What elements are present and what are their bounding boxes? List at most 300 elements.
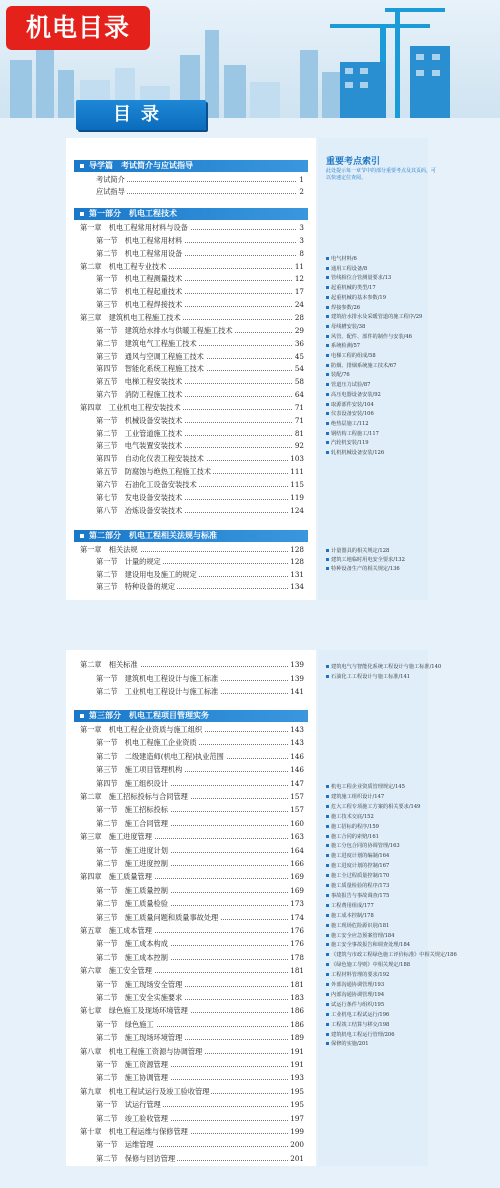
- toc-entry-title: 第二节 建筑电气工程施工技术: [96, 338, 197, 348]
- toc-entry-page: 157: [290, 792, 304, 801]
- toc-entry-title: 第三章 建筑机电工程施工技术: [80, 312, 181, 322]
- key-point-item: 建筑施工组织设计/147: [326, 794, 384, 801]
- toc-entry-title: 第二节 机电工程常用设备: [96, 248, 183, 258]
- toc-entry-page: 181: [290, 979, 304, 989]
- key-point-item: 建筑机电工程运行管理/206: [326, 1032, 395, 1039]
- toc-entry-title: 第二节 施工成本控制: [96, 952, 168, 962]
- toc-entry-title: 第一节 机电工程施工企业资质: [96, 738, 197, 748]
- key-point-item: 管道压力试验/87: [326, 382, 370, 389]
- key-point-item: 施工现场危险源识别/181: [326, 923, 389, 930]
- toc-entry-page: 173: [290, 899, 304, 909]
- key-point-item: 汽轮机安装/119: [326, 440, 369, 447]
- key-point-item: 保修的实施/201: [326, 1041, 369, 1048]
- toc-entry: [96, 818, 304, 829]
- bullet-icon: [326, 286, 329, 289]
- toc-entry-page: 71: [294, 402, 304, 412]
- toc-entry-page: 146: [290, 765, 304, 775]
- bullet-icon: [326, 874, 329, 877]
- key-point-item: 系统检测/57: [326, 343, 360, 350]
- key-point-item: 建筑电气与智能化系统工程设计与施工标准/140: [326, 664, 441, 671]
- toc-entry: [96, 686, 304, 697]
- toc-entry-page: 58: [294, 377, 304, 387]
- key-point-item: 通用工程设备/8: [326, 266, 367, 273]
- toc-entry: [96, 938, 304, 949]
- toc-entry-title: 第二节 施工安全实施要求: [96, 993, 183, 1002]
- toc-entry: [80, 831, 304, 842]
- key-point-item: 工程竣工结算与移交/198: [326, 1022, 389, 1029]
- toc-entry: [96, 376, 304, 387]
- key-point-item: 事故报告与事故调查/175: [326, 893, 389, 900]
- key-point-item: 机电工程企业资质管理规定/145: [326, 784, 405, 791]
- toc-entry-page: 119: [290, 492, 304, 502]
- toc-entry: [80, 791, 304, 802]
- toc-entry-title: 第二节 二级建造师(机电工程)执业范围: [96, 751, 224, 761]
- bullet-icon: [326, 785, 329, 788]
- toc-entry-title: 第三节 施工项目管理机构: [96, 765, 183, 775]
- key-point-item: 特种设备生产的相关规定/136: [326, 566, 400, 573]
- toc-entry: [96, 235, 304, 246]
- toc-entry-page: 195: [290, 1100, 304, 1110]
- toc-entry: [96, 912, 304, 923]
- toc-entry: [96, 428, 304, 439]
- key-point-item: 工程费用组成/177: [326, 903, 374, 910]
- bullet-icon: [326, 904, 329, 907]
- key-point-item: 施工质量检验的程序/173: [326, 883, 389, 890]
- toc-entry-title: 第四节 自动化仪表工程安装技术: [96, 454, 204, 464]
- toc-entry: [96, 898, 304, 909]
- toc-entry-page: 199: [290, 1127, 304, 1136]
- toc-entry: [80, 724, 304, 735]
- bullet-icon: [326, 1042, 329, 1045]
- toc-entry: [96, 804, 304, 815]
- toc-entry: [80, 261, 304, 272]
- toc-entry-title: 第一章 相关法规: [80, 545, 138, 554]
- bullet-icon: [326, 267, 329, 270]
- toc-entry-title: 第一节 施工成本构成: [96, 939, 168, 949]
- toc-entry-page: 174: [290, 912, 304, 922]
- toc-entry-page: 191: [290, 1046, 304, 1056]
- toc-entry-title: 第二章 施工招标投标与合同管理: [80, 792, 188, 801]
- toc-entry: [96, 952, 304, 963]
- toc-entry-page: 64: [294, 390, 304, 400]
- toc-entry: [96, 673, 304, 684]
- toc-entry-title: 第八节 冶炼设备安装技术: [96, 505, 183, 515]
- bullet-icon: [326, 884, 329, 887]
- bullet-icon: [326, 924, 329, 927]
- toc-entry: [80, 965, 304, 976]
- bullet-icon: [326, 306, 329, 309]
- section-header: 第一部分 机电工程技术: [74, 208, 308, 220]
- toc-entry-title: 第一节 施工现场安全管理: [96, 979, 183, 989]
- toc-entry-page: 163: [290, 832, 304, 842]
- toc-entry-title: 第一节 机电工程测量技术: [96, 274, 183, 284]
- toc-heading: 目录: [76, 100, 206, 130]
- toc-entry-title: 第一章 机电工程企业资质与施工组织: [80, 725, 203, 734]
- toc-entry: [96, 325, 304, 336]
- key-point-item: 母线槽安装/38: [326, 324, 365, 331]
- key-point-item: 施工分包合同的协调管理/163: [326, 843, 400, 850]
- toc-entry-title: 第一节 运维管理: [96, 1140, 154, 1150]
- toc-entry-page: 183: [290, 993, 304, 1002]
- toc-entry: [80, 1126, 304, 1137]
- bullet-icon: [326, 1003, 329, 1006]
- toc-entry-title: 第一节 施工进度计划: [96, 845, 168, 855]
- toc-entry-page: 146: [290, 751, 304, 761]
- toc-entry: [96, 415, 304, 426]
- bullet-icon: [326, 558, 329, 561]
- toc-entry: [96, 338, 304, 349]
- toc-entry-page: 103: [290, 454, 304, 464]
- toc-entry-title: 第五章 施工成本管理: [80, 926, 152, 935]
- toc-entry-title: 第二节 竣工验收管理: [96, 1113, 168, 1123]
- bullet-icon: [326, 973, 329, 976]
- toc-entry: [80, 925, 304, 936]
- key-point-item: 建筑给水排水及采暖管道的施工程序/29: [326, 314, 422, 321]
- toc-entry-page: 29: [294, 325, 304, 335]
- bullet-icon: [326, 1013, 329, 1016]
- toc-entry-page: 193: [290, 1073, 304, 1083]
- bullet-icon: [326, 963, 329, 966]
- toc-entry-title: 第一节 建筑给水排水与供暖工程施工技术: [96, 325, 233, 335]
- toc-entry-title: 第四节 施工组织设计: [96, 778, 168, 788]
- toc-entry: [96, 466, 304, 477]
- bullet-icon: [326, 451, 329, 454]
- toc-entry: [96, 1019, 304, 1030]
- toc-entry-title: 第六节 石油化工设备安装技术: [96, 480, 197, 489]
- key-point-item: 试运行条件与组织/195: [326, 1002, 384, 1009]
- toc-entry-title: 第一节 施工资源管理: [96, 1060, 168, 1069]
- toc-entry: [96, 492, 304, 503]
- toc-entry: [96, 186, 304, 197]
- key-index-title: 重要考点索引: [326, 157, 381, 167]
- key-point-item: 高压电器设备安装/92: [326, 392, 381, 399]
- key-index-desc: 此处提示每一章节中的部分重要考点及其页码，可以快速定位查阅。: [326, 168, 437, 181]
- bullet-icon: [326, 835, 329, 838]
- section-header: 第三部分 机电工程项目管理实务: [74, 710, 308, 722]
- key-point-item: 施工招标的程序/159: [326, 824, 379, 831]
- bullet-icon: [326, 432, 329, 435]
- toc-entry-page: 12: [294, 274, 304, 284]
- toc-entry-page: 195: [290, 1086, 304, 1096]
- toc-entry-title: 第二节 施工质量检验: [96, 899, 168, 909]
- key-point-item: 电气材料/6: [326, 256, 357, 263]
- toc-entry: [96, 737, 304, 748]
- toc-entry: [96, 764, 304, 775]
- toc-entry-page: 200: [290, 1140, 304, 1150]
- toc-entry-page: 189: [290, 1033, 304, 1043]
- toc-entry-page: 36: [294, 338, 304, 348]
- toc-entry: [96, 299, 304, 310]
- bullet-icon: [326, 854, 329, 857]
- toc-entry-page: 124: [290, 505, 304, 515]
- toc-entry-title: 第二节 施工协调管理: [96, 1073, 168, 1083]
- toc-entry-title: 第二节 工业机电工程设计与施工标准: [96, 687, 219, 696]
- toc-entry-page: 181: [290, 966, 304, 976]
- toc-entry-title: 第六章 施工安全管理: [80, 966, 152, 976]
- key-point-item: 防烟、排烟系统施工技术/67: [326, 363, 396, 370]
- toc-entry: [96, 992, 304, 1003]
- toc-entry: [96, 885, 304, 896]
- toc-entry-title: 第三章 施工进度管理: [80, 832, 152, 842]
- key-point-item: 施工安全应急预案管理/184: [326, 933, 395, 940]
- toc-entry: [96, 174, 304, 185]
- catalog-badge: 机电目录: [6, 6, 150, 50]
- toc-entry-title: 第三节 电气装置安装技术: [96, 441, 183, 451]
- bullet-icon: [326, 844, 329, 847]
- toc-entry-page: 141: [290, 687, 304, 696]
- toc-entry: [80, 871, 304, 882]
- toc-entry-page: 160: [290, 818, 304, 828]
- bullet-icon: [326, 383, 329, 386]
- toc-entry-page: 17: [294, 287, 304, 297]
- key-point-item: 石油化工工程设计与施工标准/141: [326, 674, 410, 681]
- toc-entry-page: 28: [294, 312, 304, 322]
- key-point-item: 绝热层施工/112: [326, 421, 369, 428]
- toc-entry-title: 第三节 施工质量问题和质量事故处理: [96, 912, 219, 922]
- toc-entry-title: 第八章 机电工程施工资源与协调管理: [80, 1046, 203, 1056]
- toc-entry-page: 71: [294, 415, 304, 425]
- toc-entry-page: 128: [290, 545, 304, 554]
- toc-entry-page: 197: [290, 1113, 304, 1123]
- key-point-item: 起重机械的基本参数/19: [326, 295, 386, 302]
- bullet-icon: [326, 354, 329, 357]
- toc-entry-page: 54: [294, 364, 304, 374]
- toc-entry-title: 第一节 建筑机电工程设计与施工标准: [96, 673, 219, 683]
- toc-entry-title: 第三节 通风与空调工程施工技术: [96, 351, 204, 361]
- bullet-icon: [326, 1033, 329, 1036]
- toc-entry-title: 第一节 机电工程常用材料: [96, 235, 183, 245]
- toc-entry-title: 第四节 智能化系统工程施工技术: [96, 364, 204, 374]
- toc-entry: [96, 1113, 304, 1124]
- toc-entry-title: 第二节 机电工程起重技术: [96, 287, 183, 297]
- toc-entry: [96, 1059, 304, 1070]
- toc-entry-title: 第一节 机械设备安装技术: [96, 415, 183, 425]
- bullet-icon: [326, 567, 329, 570]
- toc-entry-page: 24: [294, 300, 304, 310]
- toc-entry: [80, 659, 304, 670]
- toc-entry-page: 45: [294, 351, 304, 361]
- toc-entry-title: 第四章 施工质量管理: [80, 872, 152, 882]
- key-point-item: 《绿色施工导则》中相关规定/188: [326, 962, 410, 969]
- toc-entry-title: 第一节 施工质量控制: [96, 885, 168, 895]
- toc-entry-title: 第六节 消防工程施工技术: [96, 390, 183, 400]
- toc-entry: [80, 312, 304, 323]
- bullet-icon: [326, 412, 329, 415]
- toc-entry-title: 第三节 特种设备的规定: [96, 582, 176, 592]
- toc-entry: [96, 273, 304, 284]
- toc-entry-title: 第一节 试运行管理: [96, 1100, 161, 1110]
- bullet-icon: [326, 325, 329, 328]
- toc-entry-page: 8: [299, 248, 304, 258]
- toc-entry: [96, 556, 304, 567]
- toc-entry: [96, 1032, 304, 1043]
- toc-entry-title: 第四章 工业机电工程安装技术: [80, 402, 181, 412]
- bullet-icon: [326, 934, 329, 937]
- toc-entry-title: 第一章 机电工程常用材料与设备: [80, 223, 188, 232]
- bullet-icon: [326, 943, 329, 946]
- section-header: 第二部分 机电工程相关法规与标准: [74, 530, 308, 542]
- bullet-icon: [326, 335, 329, 338]
- toc-entry-page: 164: [290, 845, 304, 855]
- key-point-item: 管线相位合管测量要求/13: [326, 275, 391, 282]
- key-point-item: 施工合同的索赔/161: [326, 834, 379, 841]
- bullet-icon: [326, 373, 329, 376]
- key-point-item: 外部沟通协调管理/193: [326, 982, 384, 989]
- toc-entry-page: 169: [290, 872, 304, 882]
- section-header: 导学篇 考试简介与应试指导: [74, 160, 308, 172]
- toc-entry-page: 157: [290, 805, 304, 815]
- key-point-item: 施工进度计划的编制/164: [326, 853, 389, 860]
- toc-entry-page: 11: [294, 261, 304, 271]
- key-point-item: 施工全过程质量控制/170: [326, 873, 389, 880]
- toc-entry-page: 134: [290, 582, 304, 592]
- toc-entry: [96, 1139, 304, 1150]
- bullet-icon: [326, 344, 329, 347]
- toc-entry: [96, 845, 304, 856]
- key-point-item: 建筑工地临时用电安全要求/132: [326, 557, 405, 564]
- toc-entry-title: 第七节 发电设备安装技术: [96, 492, 183, 502]
- key-point-item: 工程材料管理的要求/192: [326, 972, 389, 979]
- toc-entry-title: 第十章 机电工程运维与保修管理: [80, 1127, 188, 1136]
- key-point-item: 电梯工程的组成/58: [326, 353, 376, 360]
- key-point-item: 施工成本控制/178: [326, 913, 374, 920]
- toc-entry: [80, 1046, 304, 1057]
- bullet-icon: [326, 1023, 329, 1026]
- toc-entry: [96, 351, 304, 362]
- toc-entry: [80, 544, 304, 555]
- toc-entry: [96, 505, 304, 516]
- toc-entry: [96, 581, 304, 592]
- key-point-item: 《建筑与市政工程绿色施工评价标准》中相关规定/186: [326, 952, 457, 959]
- key-point-item: 钢结构工程施工/117: [326, 431, 379, 438]
- toc-entry-page: 81: [294, 428, 304, 438]
- toc-entry-title: 第二节 施工合同管理: [96, 818, 168, 828]
- toc-entry: [80, 1086, 304, 1097]
- toc-entry-page: 191: [290, 1060, 304, 1069]
- bullet-icon: [326, 993, 329, 996]
- toc-entry: [96, 778, 304, 789]
- bullet-icon: [326, 315, 329, 318]
- toc-entry-title: 第九章 机电工程试运行及竣工验收管理: [80, 1086, 210, 1096]
- toc-entry-title: 第二章 机电工程专业技术: [80, 261, 167, 271]
- toc-entry: [96, 389, 304, 400]
- toc-entry-page: 3: [299, 223, 304, 232]
- toc-entry: [96, 1153, 304, 1164]
- toc-entry-page: 2: [299, 187, 304, 196]
- bullet-icon: [326, 815, 329, 818]
- bullet-icon: [326, 675, 329, 678]
- toc-entry-title: 第二章 相关标准: [80, 660, 138, 669]
- toc-entry-page: 115: [290, 480, 304, 489]
- toc-entry-page: 1: [299, 175, 304, 184]
- toc-entry-page: 92: [294, 441, 304, 451]
- toc-entry-page: 139: [290, 673, 304, 683]
- toc-entry: [96, 1099, 304, 1110]
- bullet-icon: [326, 914, 329, 917]
- bullet-icon: [326, 795, 329, 798]
- toc-entry: [96, 479, 304, 490]
- toc-entry-page: 166: [290, 859, 304, 868]
- bullet-icon: [326, 953, 329, 956]
- toc-entry-title: 应试指导: [96, 187, 125, 196]
- key-point-item: 危大工程专项施工方案的相关要求/149: [326, 804, 420, 811]
- toc-entry-title: 第一节 施工招标投标: [96, 805, 168, 815]
- bullet-icon: [326, 549, 329, 552]
- toc-entry-title: 第一节 计量的规定: [96, 557, 161, 567]
- toc-entry: [96, 363, 304, 374]
- toc-entry-page: 147: [290, 778, 304, 788]
- bullet-icon: [326, 983, 329, 986]
- bullet-icon: [326, 403, 329, 406]
- bullet-icon: [326, 422, 329, 425]
- toc-entry-page: 128: [290, 557, 304, 567]
- toc-entry: [80, 1005, 304, 1016]
- key-point-item: 取源部件安装/104: [326, 402, 374, 409]
- toc-entry-page: 143: [290, 725, 304, 734]
- toc-entry: [96, 440, 304, 451]
- key-point-item: 仪表设备安装/106: [326, 411, 374, 418]
- toc-entry-page: 131: [290, 569, 304, 579]
- key-point-item: 焊接参数/26: [326, 305, 360, 312]
- key-point-item: 计量器具的相关规定/128: [326, 548, 389, 555]
- toc-entry-title: 考试简介: [96, 175, 125, 184]
- toc-entry-title: 第五节 电梯工程安装技术: [96, 377, 183, 387]
- toc-entry: [96, 1072, 304, 1083]
- toc-entry-page: 178: [290, 952, 304, 962]
- key-point-item: 风管、配件、部件的制作与安装/46: [326, 334, 412, 341]
- key-point-item: 工业机电工程试运行/196: [326, 1012, 389, 1019]
- toc-entry-page: 3: [299, 235, 304, 245]
- toc-entry: [96, 858, 304, 869]
- bullet-icon: [326, 296, 329, 299]
- toc-entry-page: 186: [290, 1006, 304, 1016]
- toc-entry: [96, 751, 304, 762]
- bullet-icon: [326, 864, 329, 867]
- toc-entry-title: 第二节 保修与回访管理: [96, 1153, 176, 1163]
- toc-entry-page: 176: [290, 926, 304, 935]
- toc-entry-page: 176: [290, 939, 304, 949]
- key-point-item: 施工进度计划的控制/167: [326, 863, 389, 870]
- bullet-icon: [326, 441, 329, 444]
- toc-entry: [96, 979, 304, 990]
- toc-entry-page: 111: [290, 467, 304, 477]
- bullet-icon: [326, 665, 329, 668]
- toc-entry: [96, 569, 304, 580]
- toc-entry: [96, 453, 304, 464]
- key-point-item: 内部沟通协调管理/194: [326, 992, 384, 999]
- toc-entry: [80, 222, 304, 233]
- toc-entry: [96, 248, 304, 259]
- toc-entry: [80, 402, 304, 413]
- toc-entry-title: 第七章 绿色施工及现场环境管理: [80, 1006, 188, 1016]
- toc-entry-title: 第五节 防腐蚀与绝热工程施工技术: [96, 467, 212, 477]
- key-point-item: 施工安全事故报告和调查处理/184: [326, 942, 410, 949]
- toc-entry-title: 第二节 建设用电及施工的规定: [96, 569, 197, 579]
- toc-entry: [96, 286, 304, 297]
- bullet-icon: [326, 393, 329, 396]
- toc-entry-page: 201: [290, 1153, 304, 1163]
- key-point-item: 施工技术交底/152: [326, 814, 374, 821]
- toc-entry-page: 186: [290, 1019, 304, 1029]
- bullet-icon: [326, 805, 329, 808]
- bullet-icon: [326, 276, 329, 279]
- bullet-icon: [326, 257, 329, 260]
- toc-entry-title: 第二节 工业管道施工技术: [96, 428, 183, 438]
- key-point-item: 起重机械的类型/17: [326, 285, 376, 292]
- toc-entry-title: 第三节 机电工程焊接技术: [96, 300, 183, 310]
- toc-entry-title: 第二节 施工进度控制: [96, 859, 168, 868]
- toc-entry-title: 第二节 施工现场环境管理: [96, 1033, 183, 1043]
